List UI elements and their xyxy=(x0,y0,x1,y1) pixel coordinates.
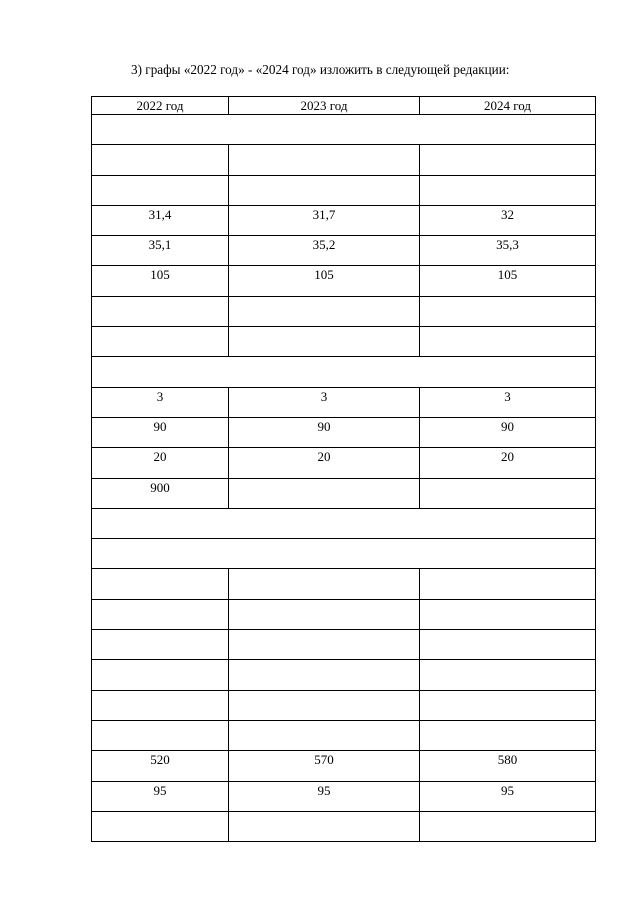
cell-2022: 900 xyxy=(92,478,229,508)
table-row xyxy=(92,357,596,387)
table-row xyxy=(92,296,596,326)
merged-cell xyxy=(92,357,596,387)
cell-2024: 95 xyxy=(420,781,596,811)
table-row xyxy=(92,781,596,811)
cell-2023 xyxy=(229,599,420,629)
cell-2022: 520 xyxy=(92,751,229,781)
table-row xyxy=(92,448,596,478)
table-row xyxy=(92,811,596,841)
cell-2022: 95 xyxy=(92,781,229,811)
cell-2022 xyxy=(92,327,229,357)
table-row xyxy=(92,417,596,447)
table-row xyxy=(92,508,596,538)
cell-2023 xyxy=(229,811,420,841)
cell-2024: 32 xyxy=(420,205,596,235)
cell-2024 xyxy=(420,327,596,357)
cell-2023 xyxy=(229,690,420,720)
table-row xyxy=(92,720,596,750)
cell-2024 xyxy=(420,478,596,508)
table-row xyxy=(92,387,596,417)
cell-2024 xyxy=(420,630,596,660)
cell-2024 xyxy=(420,690,596,720)
cell-2022: 105 xyxy=(92,266,229,296)
cell-2024 xyxy=(420,145,596,175)
cell-2023: 95 xyxy=(229,781,420,811)
cell-2022: 3 xyxy=(92,387,229,417)
cell-2022 xyxy=(92,720,229,750)
cell-2024 xyxy=(420,720,596,750)
table-row xyxy=(92,751,596,781)
cell-2024: 35,3 xyxy=(420,236,596,266)
table-row xyxy=(92,115,596,145)
cell-2023 xyxy=(229,175,420,205)
table-row xyxy=(92,660,596,690)
cell-2023: 35,2 xyxy=(229,236,420,266)
table-row xyxy=(92,145,596,175)
cell-2023 xyxy=(229,145,420,175)
table-row xyxy=(92,539,596,569)
header-row xyxy=(92,97,596,115)
cell-2022 xyxy=(92,811,229,841)
table-row xyxy=(92,478,596,508)
cell-2023 xyxy=(229,569,420,599)
header-2022: 2022 год xyxy=(92,97,229,115)
data-table xyxy=(91,96,596,842)
merged-cell xyxy=(92,508,596,538)
cell-2024: 3 xyxy=(420,387,596,417)
cell-2023: 105 xyxy=(229,266,420,296)
table-header xyxy=(92,97,596,115)
cell-2024 xyxy=(420,811,596,841)
cell-2024 xyxy=(420,660,596,690)
cell-2024 xyxy=(420,296,596,326)
cell-2023 xyxy=(229,720,420,750)
table-row xyxy=(92,327,596,357)
merged-cell xyxy=(92,539,596,569)
amendment-intro-text: 3) графы «2022 год» - «2024 год» изложить в следующей редакции: xyxy=(131,62,510,77)
header-2023: 2023 год xyxy=(229,97,420,115)
cell-2023 xyxy=(229,630,420,660)
cell-2023 xyxy=(229,296,420,326)
cell-2024: 90 xyxy=(420,417,596,447)
cell-2023: 31,7 xyxy=(229,205,420,235)
cell-2022: 90 xyxy=(92,417,229,447)
cell-2022 xyxy=(92,690,229,720)
cell-2024: 20 xyxy=(420,448,596,478)
merged-cell xyxy=(92,115,596,145)
cell-2024: 580 xyxy=(420,751,596,781)
table-row xyxy=(92,569,596,599)
table-row xyxy=(92,205,596,235)
table-row xyxy=(92,630,596,660)
cell-2022 xyxy=(92,660,229,690)
table-row xyxy=(92,175,596,205)
cell-2022: 20 xyxy=(92,448,229,478)
cell-2023 xyxy=(229,660,420,690)
cell-2022 xyxy=(92,296,229,326)
cell-2023 xyxy=(229,478,420,508)
cell-2022 xyxy=(92,569,229,599)
cell-2024 xyxy=(420,175,596,205)
table-row xyxy=(92,266,596,296)
cell-2023 xyxy=(229,327,420,357)
table-row xyxy=(92,690,596,720)
cell-2023: 90 xyxy=(229,417,420,447)
cell-2022 xyxy=(92,145,229,175)
cell-2022 xyxy=(92,599,229,629)
cell-2023: 570 xyxy=(229,751,420,781)
cell-2022: 31,4 xyxy=(92,205,229,235)
cell-2024 xyxy=(420,569,596,599)
table-body xyxy=(92,115,596,842)
cell-2022: 35,1 xyxy=(92,236,229,266)
header-2024: 2024 год xyxy=(420,97,596,115)
cell-2024: 105 xyxy=(420,266,596,296)
cell-2022 xyxy=(92,630,229,660)
cell-2023: 20 xyxy=(229,448,420,478)
table-row xyxy=(92,599,596,629)
cell-2022 xyxy=(92,175,229,205)
table-row xyxy=(92,236,596,266)
cell-2024 xyxy=(420,599,596,629)
cell-2023: 3 xyxy=(229,387,420,417)
